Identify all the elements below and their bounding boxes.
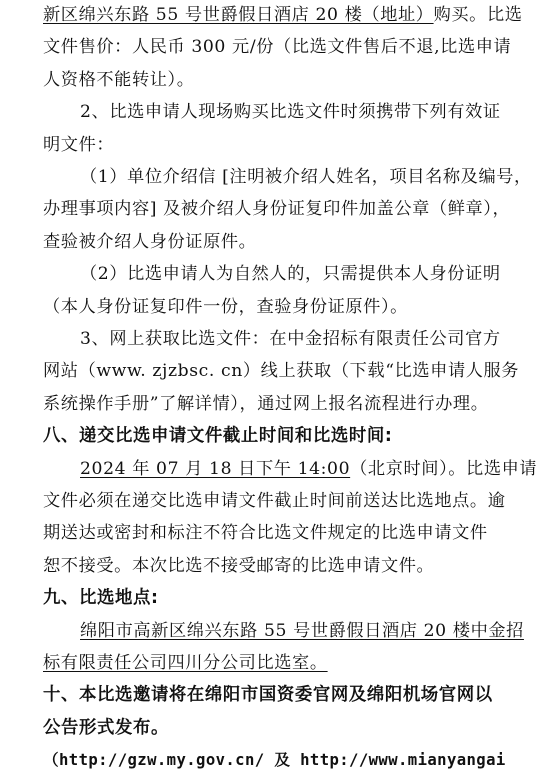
text-line: 文件售价：人民币 300 元/份（比选文件售后不退,比选申请 xyxy=(43,37,512,58)
text-line: 人资格不能转让）。 xyxy=(43,69,195,90)
text-run: （北京时间）。比选申请 xyxy=(350,458,538,479)
location-underlined: 绵阳市高新区绵兴东路 55 号世爵假日酒店 20 楼中金招 xyxy=(80,620,524,641)
text-line: 3、网上获取比选文件：在中金招标有限责任公司官方 xyxy=(80,329,501,349)
text-line: 查验被介绍人身份证原件。 xyxy=(43,231,257,252)
text-line: 2、比选申请人现场购买比选文件时须携带下列有效证 xyxy=(80,102,501,123)
url-line: （http://gzw.my.gov.cn/ 及 http://www.mianyangai xyxy=(43,751,506,770)
section-heading-10: 十、本比选邀请将在绵阳市国资委官网及绵阳机场官网以 xyxy=(43,685,493,706)
text-line: 办理事项内容] 及被介绍人身份证复印件加盖公章（鲜章）， xyxy=(43,199,511,220)
text-line: 文件必须在递交比选申请文件截止时间前送达比选地点。逾 xyxy=(43,491,506,511)
text-line xyxy=(80,457,537,481)
text-line: （2）比选申请人为自然人的，只需提供本人身份证明 xyxy=(80,264,501,285)
address-underlined: 新区绵兴东路 55 号世爵假日酒店 20 楼（地址） xyxy=(43,5,434,25)
section-heading-9: 九、比选地点: xyxy=(43,588,159,609)
text-line: （本人身份证复印件一份，查验身份证原件）。 xyxy=(43,296,408,317)
section-heading-8: 八、递交比选申请文件截止时间和比选时间: xyxy=(43,426,393,447)
deadline-underlined: 2024 年 07 月 18 日下午 14:00 xyxy=(80,458,351,479)
text-line: （1）单位介绍信 [注明被介绍人姓名，项目名称及编号， xyxy=(80,167,532,187)
text-line: 公告形式发布。 xyxy=(43,717,169,738)
text-line: 恕不接受。本次比选不接受邮寄的比选申请文件。 xyxy=(43,555,435,576)
text-line xyxy=(43,3,523,27)
text-line: 网站（www. zjzbsc. cn）线上获取（下载“比选申请人服务 xyxy=(43,361,520,382)
text-run: 购买。比选 xyxy=(433,5,523,25)
text-line: 期送达或密封和标注不符合比选文件规定的比选申请文件 xyxy=(43,523,488,544)
text-line: 系统操作手册”了解详情），通过网上报名流程进行办理。 xyxy=(43,393,489,414)
location-underlined: 标有限责任公司四川分公司比选室。 xyxy=(43,653,328,673)
text-line: 明文件： xyxy=(43,134,115,155)
